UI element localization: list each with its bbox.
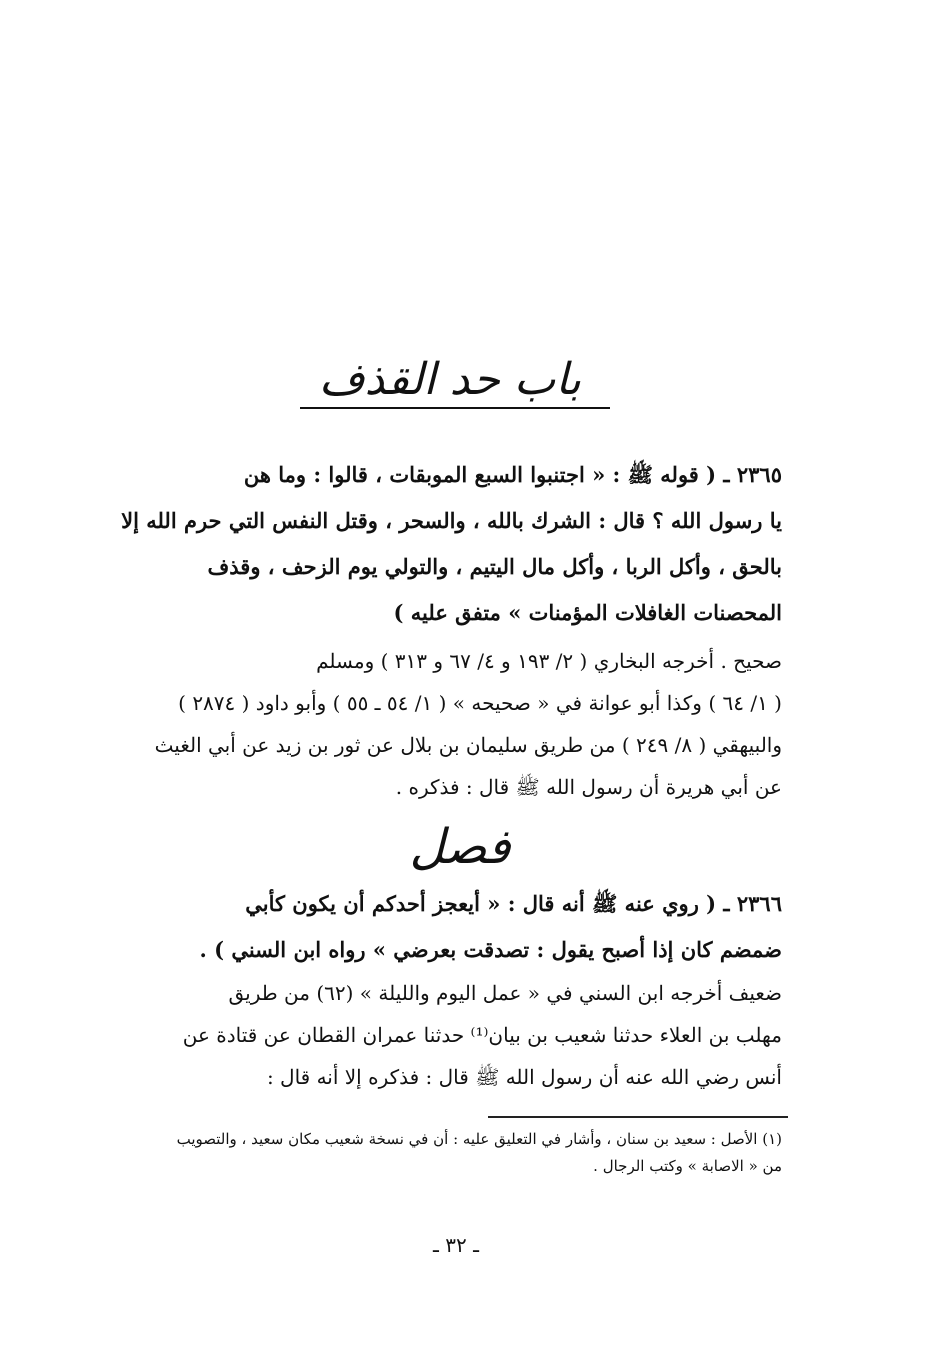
footnote-divider: [488, 1116, 788, 1118]
takhrij-2366-line: مهلب بن العلاء حدثنا شعيب بن بيان⁽¹⁾ حدثنا عمران القطان عن قتادة عن: [182, 1023, 782, 1047]
footnote: [92, 1126, 782, 1180]
page-number: ـ ٣٢ ـ: [433, 1233, 479, 1257]
takhrij-2366: [102, 972, 782, 1098]
hadith-2365: [102, 452, 782, 636]
chapter-title-text: باب حد القذف: [319, 354, 581, 405]
takhrij-2365-line: صحيح . أخرجه البخاري ( ٢/ ١٩٣ و ٤/ ٦٧ و ٣١٣ ) ومسلم: [316, 649, 782, 673]
hadith-2365-line: ٢٣٦٥ ـ ( قوله ﷺ : « اجتنبوا السبع الموبقات ، قالوا : وما هن: [243, 462, 782, 487]
hadith-2366-line: ضمضم كان إذا أصبح يقول : تصدقت بعرضي » رواه ابن السني ) .: [199, 937, 782, 962]
footnote-line: (١) الأصل : سعيد بن سنان ، وأشار في التعليق عليه : أن في نسخة شعيب مكان سعيد ، والتصويب: [176, 1130, 782, 1148]
footnote-line: من « الاصابة » وكتب الرجال .: [593, 1157, 782, 1175]
takhrij-2365-line: عن أبي هريرة أن رسول الله ﷺ قال : فذكره .: [395, 775, 782, 799]
title-flourish: [300, 407, 610, 409]
hadith-2366-line: ٢٣٦٦ ـ ( روي عنه ﷺ أنه قال : « أيعجز أحدكم أن يكون كأبي: [245, 891, 782, 916]
takhrij-2365: [102, 640, 782, 808]
chapter-title: [230, 345, 670, 415]
hadith-2365-line: بالحق ، وأكل الربا ، وأكل مال اليتيم ، والتولي يوم الزحف ، وقذف: [207, 554, 782, 579]
takhrij-2365-line: ( ١/ ٦٤ ) وكذا أبو عوانة في « صحيحه » ( ١/ ٥٤ ـ ٥٥ ) وأبو داود ( ٢٨٧٤ ): [178, 691, 782, 715]
takhrij-2366-line: ضعيف أخرجه ابن السني في « عمل اليوم والليلة » (٦٢) من طريق: [228, 981, 782, 1005]
hadith-2366: [102, 881, 782, 973]
hadith-2365-line: المحصنات الغافلات المؤمنات » متفق عليه ): [393, 600, 782, 625]
takhrij-2365-line: والبيهقي ( ٨/ ٢٤٩ ) من طريق سليمان بن بلال عن ثور بن زيد عن أبي الغيث: [154, 733, 782, 757]
takhrij-2366-line: أنس رضي الله عنه أن رسول الله ﷺ قال : فذكره إلا أنه قال :: [266, 1065, 782, 1089]
hadith-2365-line: يا رسول الله ؟ قال : الشرك بالله ، والسحر ، وقتل النفس التي حرم الله إلا: [121, 508, 782, 533]
section-title: فصل: [409, 819, 511, 875]
